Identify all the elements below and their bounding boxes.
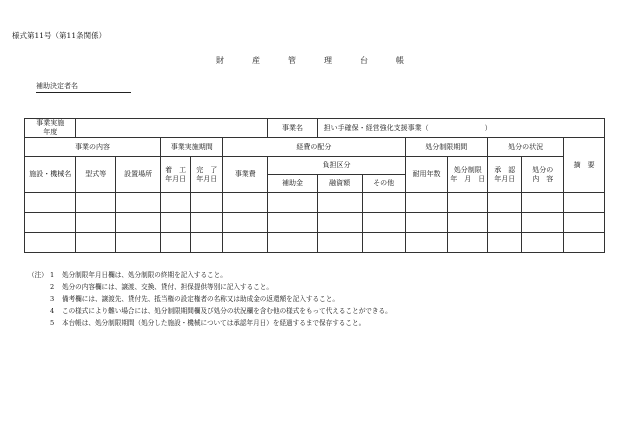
form-number: 様式第11号（第11条関係） bbox=[12, 31, 107, 40]
table-cell[interactable] bbox=[405, 213, 448, 233]
table-cell[interactable] bbox=[317, 233, 362, 253]
col-other: その他 bbox=[362, 175, 405, 193]
col-approval-date: 承 認 年月日 bbox=[488, 157, 522, 193]
table-cell[interactable] bbox=[25, 213, 76, 233]
table-cell[interactable] bbox=[223, 213, 268, 233]
column-header-row-1 bbox=[25, 157, 605, 175]
group-disposal-period: 処分制限期間 bbox=[405, 138, 488, 157]
table-cell[interactable] bbox=[317, 193, 362, 213]
group-disposal-status: 処分の状況 bbox=[488, 138, 564, 157]
table-cell[interactable] bbox=[405, 233, 448, 253]
table-cell[interactable] bbox=[564, 193, 605, 213]
page-title: 財 産 管 理 台 帳 bbox=[216, 56, 414, 65]
col-disposal-content: 処分の 内 容 bbox=[522, 157, 564, 193]
property-ledger-table bbox=[24, 118, 605, 253]
table-cell[interactable] bbox=[191, 193, 223, 213]
col-useful-life: 耐用年数 bbox=[405, 157, 448, 193]
note-number: 4 bbox=[50, 307, 55, 315]
col-location: 設置場所 bbox=[116, 157, 161, 193]
col-complete-date: 完 了 年月日 bbox=[191, 157, 223, 193]
note-number: 5 bbox=[50, 319, 55, 327]
remarks-header: 摘 要 bbox=[564, 138, 605, 193]
note-text: 備考欄には、譲渡先、貸付先、抵当権の設定権者の名称又は助成金の返還額を記入すること。 bbox=[62, 295, 339, 303]
group-project-period: 事業実施期間 bbox=[161, 138, 223, 157]
note-number: 3 bbox=[50, 295, 55, 303]
col-model: 型式等 bbox=[76, 157, 116, 193]
table-cell[interactable] bbox=[488, 233, 522, 253]
table-cell[interactable] bbox=[522, 213, 564, 233]
table-cell[interactable] bbox=[362, 233, 405, 253]
table-cell[interactable] bbox=[448, 233, 488, 253]
col-limit-date: 処分制限 年 月 日 bbox=[448, 157, 488, 193]
table-cell[interactable] bbox=[448, 213, 488, 233]
table-cell[interactable] bbox=[116, 233, 161, 253]
project-name-label: 事業名 bbox=[268, 119, 317, 138]
col-burden-split: 負担区分 bbox=[268, 157, 405, 175]
table-cell[interactable] bbox=[522, 233, 564, 253]
table-cell[interactable] bbox=[268, 213, 317, 233]
col-facility: 施設・機械名 bbox=[25, 157, 76, 193]
group-project-contents: 事業の内容 bbox=[25, 138, 161, 157]
table-row bbox=[25, 193, 605, 213]
table-cell[interactable] bbox=[564, 233, 605, 253]
table-cell[interactable] bbox=[488, 213, 522, 233]
table-cell[interactable] bbox=[522, 193, 564, 213]
table-cell[interactable] bbox=[25, 193, 76, 213]
table-cell[interactable] bbox=[488, 193, 522, 213]
group-cost-allocation: 経費の配分 bbox=[223, 138, 405, 157]
table-cell[interactable] bbox=[116, 213, 161, 233]
table-cell[interactable] bbox=[191, 213, 223, 233]
table-cell[interactable] bbox=[191, 233, 223, 253]
note-item bbox=[28, 281, 392, 293]
table-cell[interactable] bbox=[25, 233, 76, 253]
note-number: 2 bbox=[50, 283, 55, 291]
table-cell[interactable] bbox=[223, 233, 268, 253]
project-name-value[interactable]: 担い手確保・経営強化支援事業（ ） bbox=[317, 119, 604, 138]
col-project-cost: 事業費 bbox=[223, 157, 268, 193]
project-info-row bbox=[25, 119, 605, 138]
table-row bbox=[25, 233, 605, 253]
notes-section bbox=[28, 269, 392, 329]
table-cell[interactable] bbox=[268, 193, 317, 213]
table-cell[interactable] bbox=[223, 193, 268, 213]
table-cell[interactable] bbox=[76, 193, 116, 213]
table-cell[interactable] bbox=[76, 233, 116, 253]
note-text: この様式により難い場合には、処分制限期間欄及び処分の状況欄を含む他の様式をもって代えることができる。 bbox=[62, 307, 392, 315]
note-item bbox=[28, 317, 392, 329]
table-cell[interactable] bbox=[317, 213, 362, 233]
note-text: 処分制限年月日欄は、処分制限の終期を記入すること。 bbox=[62, 271, 227, 279]
col-start-date: 着 工 年月日 bbox=[161, 157, 191, 193]
note-item bbox=[28, 305, 392, 317]
table-cell[interactable] bbox=[448, 193, 488, 213]
project-year-cell[interactable] bbox=[76, 119, 268, 138]
group-header-row bbox=[25, 138, 605, 157]
note-item bbox=[28, 293, 392, 305]
table-cell[interactable] bbox=[564, 213, 605, 233]
table-cell[interactable] bbox=[76, 213, 116, 233]
subsidy-recipient-label: 補助決定者名 bbox=[36, 81, 131, 93]
note-item bbox=[28, 269, 392, 281]
table-cell[interactable] bbox=[362, 213, 405, 233]
project-year-label: 事業実施 年度 bbox=[25, 119, 76, 138]
table-row bbox=[25, 213, 605, 233]
note-number: 1 bbox=[50, 271, 55, 279]
table-cell[interactable] bbox=[161, 193, 191, 213]
note-text: 本台帳は、処分制限期間（処分した施設・機械については承認年月日）を経過するまで保存すること。 bbox=[62, 319, 366, 327]
notes-heading: （注） bbox=[28, 271, 48, 279]
table-cell[interactable] bbox=[268, 233, 317, 253]
table-cell[interactable] bbox=[362, 193, 405, 213]
col-subsidy: 補助金 bbox=[268, 175, 317, 193]
note-text: 処分の内容欄には、譲渡、交換、貸付、担保提供等別に記入すること。 bbox=[62, 283, 273, 291]
table-cell[interactable] bbox=[116, 193, 161, 213]
table-cell[interactable] bbox=[161, 233, 191, 253]
col-loan: 融資額 bbox=[317, 175, 362, 193]
table-cell[interactable] bbox=[161, 213, 191, 233]
table-cell[interactable] bbox=[405, 193, 448, 213]
